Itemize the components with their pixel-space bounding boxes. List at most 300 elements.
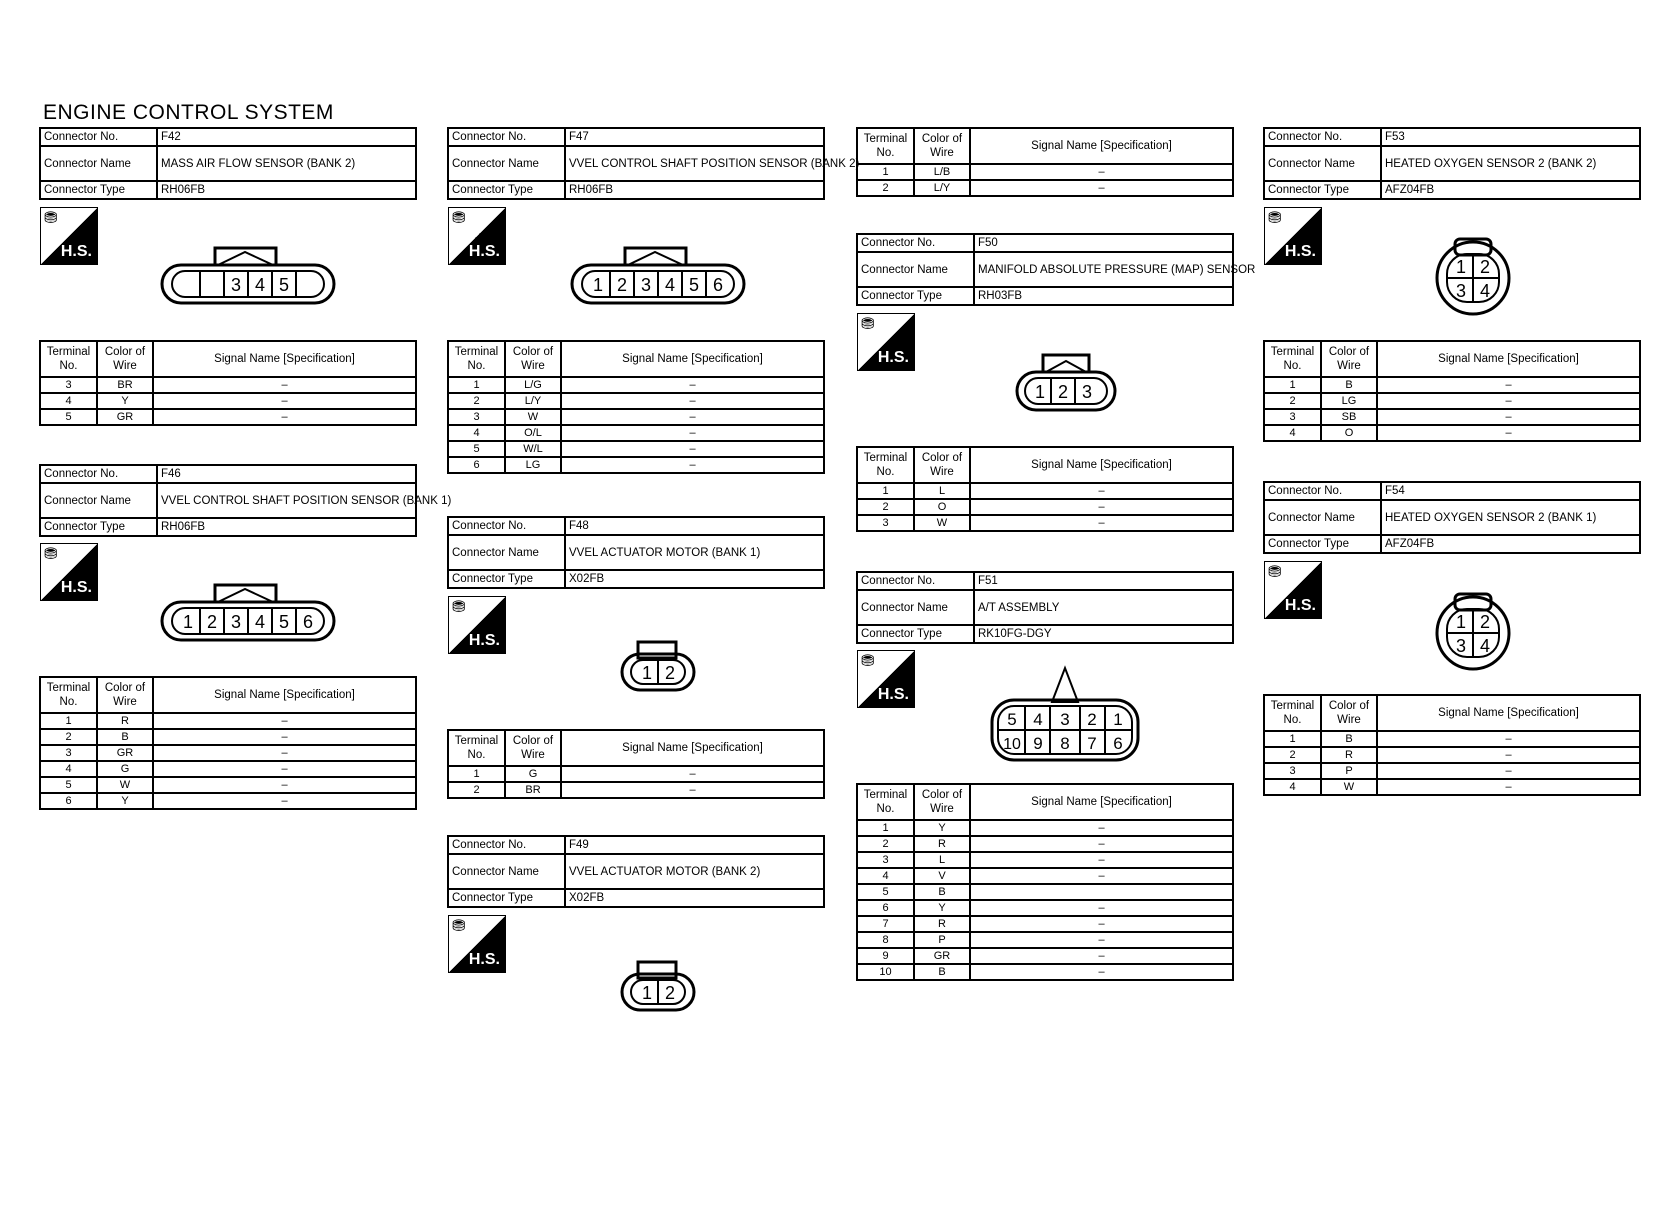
wire-color-cell: W: [505, 409, 561, 425]
table-row: [1264, 763, 1640, 779]
connector-name-value: A/T ASSEMBLY: [974, 590, 1233, 625]
pin-label: 4: [254, 612, 266, 632]
connector-face-f51: [990, 666, 1140, 762]
connector-name-label: Connector Name: [857, 590, 974, 625]
table-row: [40, 729, 416, 745]
connector-type-label: Connector Type: [857, 625, 974, 643]
connector-type-value: AFZ04FB: [1381, 535, 1640, 553]
terminal-no-cell: 2: [1264, 747, 1321, 763]
connector-name-label: Connector Name: [1264, 500, 1381, 535]
table-row: [40, 393, 416, 409]
harness-side-icon: ⛃ H.S.: [1264, 207, 1322, 265]
signal-name-header: Signal Name [Specification]: [970, 447, 1233, 483]
pin-label: 1: [592, 275, 604, 295]
pin-label: 7: [1087, 734, 1097, 753]
wire-color-cell: L: [914, 852, 970, 868]
wire-color-cell: Y: [914, 900, 970, 916]
table-row: [448, 441, 824, 457]
table-row: [1264, 393, 1640, 409]
table-row: [448, 766, 824, 782]
pin-label: 5: [278, 612, 290, 632]
wire-color-cell: G: [97, 761, 153, 777]
harness-side-icon: ⛃ H.S.: [448, 207, 506, 265]
connector-name-value: VVEL ACTUATOR MOTOR (BANK 2): [565, 854, 824, 889]
signal-name-cell: –: [970, 515, 1233, 531]
pin-label: 2: [1479, 612, 1491, 632]
connector-info-table: [39, 464, 452, 537]
harness-side-icon: ⛃ H.S.: [448, 915, 506, 973]
table-row: [857, 884, 1233, 900]
pin-label: 3: [230, 275, 242, 295]
pin-label: 4: [1033, 710, 1043, 729]
connector-type-label: Connector Type: [1264, 535, 1381, 553]
wire-color-cell: B: [1321, 731, 1377, 747]
pin-table: [447, 729, 825, 799]
signal-name-cell: –: [970, 483, 1233, 499]
terminal-no-header: Terminal No.: [1264, 341, 1321, 377]
connector-info-table: [447, 516, 825, 589]
harness-side-icon: ⛃ H.S.: [448, 596, 506, 654]
table-row: [857, 180, 1233, 196]
connector-name-label: Connector Name: [1264, 146, 1381, 181]
wire-color-cell: B: [914, 964, 970, 980]
terminal-no-cell: 8: [857, 932, 914, 948]
pin-label: 9: [1033, 734, 1043, 753]
signal-name-cell: –: [970, 836, 1233, 852]
pin-table: [447, 340, 825, 474]
terminal-no-cell: 10: [857, 964, 914, 980]
connector-type-label: Connector Type: [40, 181, 157, 199]
pin-table-block: [447, 340, 825, 474]
wire-color-cell: L/Y: [914, 180, 970, 196]
table-row: [448, 425, 824, 441]
wire-color-cell: R: [914, 916, 970, 932]
connector-name-label: Connector Name: [857, 252, 974, 287]
terminal-no-cell: 1: [448, 377, 505, 393]
signal-name-cell: –: [153, 713, 416, 729]
table-row: [857, 932, 1233, 948]
table-row: [40, 793, 416, 809]
pin-label: 2: [206, 612, 218, 632]
pin-label: 3: [230, 612, 242, 632]
connector-face-f48: [620, 640, 696, 692]
terminal-no-cell: 1: [857, 820, 914, 836]
connector-name-value: MANIFOLD ABSOLUTE PRESSURE (MAP) SENSOR: [974, 252, 1233, 287]
terminal-no-cell: 2: [857, 836, 914, 852]
connector-no-value: F50: [974, 234, 1233, 252]
pin-table: [1263, 694, 1641, 796]
pin-label: 2: [1479, 257, 1491, 277]
connector-info-table: [447, 127, 860, 200]
connector-type-label: Connector Type: [448, 889, 565, 907]
pin-table-block: [1263, 340, 1641, 442]
pin-label: 4: [1479, 281, 1491, 301]
signal-name-cell: –: [970, 820, 1233, 836]
color-of-wire-header: Color of Wire: [1321, 341, 1377, 377]
pin-label: 2: [1087, 710, 1097, 729]
signal-name-header: Signal Name [Specification]: [153, 677, 416, 713]
connector-name-label: Connector Name: [448, 535, 565, 570]
wire-color-cell: B: [1321, 377, 1377, 393]
pin-label: 2: [664, 663, 676, 683]
terminal-no-header: Terminal No.: [857, 784, 914, 820]
pin-table-block: [856, 783, 1234, 981]
terminal-no-cell: 6: [857, 900, 914, 916]
wire-color-cell: P: [1321, 763, 1377, 779]
signal-name-header: Signal Name [Specification]: [970, 784, 1233, 820]
terminal-no-header: Terminal No.: [448, 341, 505, 377]
connector-face-f53: [1433, 237, 1513, 313]
color-of-wire-header: Color of Wire: [97, 341, 153, 377]
connector-info-block: [1263, 481, 1641, 554]
pin-table: [1263, 340, 1641, 442]
connector-no-value: F46: [157, 465, 416, 483]
terminal-no-header: Terminal No.: [857, 128, 914, 164]
terminal-no-cell: 3: [857, 515, 914, 531]
pin-table-block: [39, 676, 417, 810]
wire-color-cell: L/Y: [505, 393, 561, 409]
wire-color-cell: O/L: [505, 425, 561, 441]
signal-name-cell: –: [561, 409, 824, 425]
color-of-wire-header: Color of Wire: [914, 128, 970, 164]
signal-name-cell: –: [970, 499, 1233, 515]
terminal-no-cell: 2: [448, 393, 505, 409]
pin-table-block: [39, 340, 417, 426]
pin-label: 3: [1455, 281, 1467, 301]
terminal-no-cell: 6: [448, 457, 505, 473]
pin-table: [39, 676, 417, 810]
signal-name-cell: –: [970, 964, 1233, 980]
terminal-no-cell: 2: [448, 782, 505, 798]
connector-name-value: VVEL ACTUATOR MOTOR (BANK 1): [565, 535, 824, 570]
pin-label: 3: [640, 275, 652, 295]
signal-name-cell: –: [970, 900, 1233, 916]
table-row: [857, 964, 1233, 980]
pin-label: 6: [1113, 734, 1123, 753]
pin-table: [39, 340, 417, 426]
pin-label: 3: [1081, 382, 1093, 402]
connector-no-value: F48: [565, 517, 824, 535]
signal-name-cell: –: [561, 377, 824, 393]
table-row: [40, 761, 416, 777]
connector-face-f54: [1433, 592, 1513, 668]
connector-type-label: Connector Type: [857, 287, 974, 305]
terminal-no-header: Terminal No.: [857, 447, 914, 483]
terminal-no-cell: 2: [857, 180, 914, 196]
harness-side-icon: ⛃ H.S.: [1264, 561, 1322, 619]
table-row: [857, 948, 1233, 964]
wire-color-cell: Y: [914, 820, 970, 836]
wire-color-cell: G: [505, 766, 561, 782]
color-of-wire-header: Color of Wire: [914, 447, 970, 483]
table-row: [1264, 731, 1640, 747]
signal-name-cell: –: [153, 761, 416, 777]
terminal-no-header: Terminal No.: [40, 677, 97, 713]
connector-name-value: MASS AIR FLOW SENSOR (BANK 2): [157, 146, 416, 181]
terminal-no-cell: 4: [1264, 425, 1321, 441]
pin-label: 8: [1060, 734, 1070, 753]
table-row: [857, 515, 1233, 531]
wire-color-cell: W: [914, 515, 970, 531]
connector-info-table: [447, 835, 825, 908]
signal-name-cell: –: [970, 852, 1233, 868]
terminal-no-cell: 5: [40, 777, 97, 793]
connector-info-block: [856, 571, 1234, 644]
wire-color-cell: O: [1321, 425, 1377, 441]
table-row: [1264, 779, 1640, 795]
terminal-no-cell: 3: [857, 852, 914, 868]
harness-side-icon: ⛃ H.S.: [40, 543, 98, 601]
connector-type-value: RH03FB: [974, 287, 1233, 305]
signal-name-cell: –: [970, 932, 1233, 948]
signal-name-cell: –: [153, 793, 416, 809]
signal-name-cell: –: [1377, 425, 1640, 441]
signal-name-cell: –: [1377, 377, 1640, 393]
wire-color-cell: W: [97, 777, 153, 793]
signal-name-cell: –: [970, 948, 1233, 964]
connector-no-label: Connector No.: [40, 128, 157, 146]
table-row: [448, 409, 824, 425]
pin-label: 4: [664, 275, 676, 295]
terminal-no-cell: 3: [1264, 763, 1321, 779]
connector-info-table: [1263, 127, 1641, 200]
signal-name-header: Signal Name [Specification]: [153, 341, 416, 377]
connector-info-table: [39, 127, 417, 200]
signal-name-cell: –: [1377, 409, 1640, 425]
table-row: [1264, 425, 1640, 441]
connector-type-label: Connector Type: [448, 181, 565, 199]
signal-name-cell: –: [153, 745, 416, 761]
wire-color-cell: L/G: [505, 377, 561, 393]
signal-name-cell: –: [561, 393, 824, 409]
pin-label: 3: [1455, 636, 1467, 656]
pin-table: [856, 783, 1234, 981]
terminal-no-cell: 3: [1264, 409, 1321, 425]
signal-name-cell: –: [153, 393, 416, 409]
connector-face-f42: [160, 245, 336, 307]
connector-no-value: F49: [565, 836, 824, 854]
connector-info-block: [39, 464, 452, 537]
signal-name-cell: [970, 884, 1233, 900]
wire-color-cell: O: [914, 499, 970, 515]
connector-type-label: Connector Type: [1264, 181, 1381, 199]
wire-color-cell: P: [914, 932, 970, 948]
connector-type-value: RK10FG-DGY: [974, 625, 1233, 643]
terminal-no-cell: 5: [448, 441, 505, 457]
terminal-no-cell: 3: [40, 745, 97, 761]
wire-color-cell: BR: [97, 377, 153, 393]
signal-name-header: Signal Name [Specification]: [1377, 695, 1640, 731]
pin-table-block: [856, 446, 1234, 532]
connector-name-label: Connector Name: [40, 146, 157, 181]
table-row: [857, 164, 1233, 180]
terminal-no-cell: 4: [1264, 779, 1321, 795]
harness-side-icon: ⛃ H.S.: [40, 207, 98, 265]
wire-color-cell: R: [1321, 747, 1377, 763]
pin-label: 2: [664, 983, 676, 1003]
terminal-no-cell: 3: [40, 377, 97, 393]
pin-label: 1: [641, 983, 653, 1003]
table-row: [448, 377, 824, 393]
connector-no-label: Connector No.: [857, 572, 974, 590]
wire-color-cell: Y: [97, 393, 153, 409]
terminal-no-cell: 1: [1264, 731, 1321, 747]
signal-name-cell: –: [1377, 731, 1640, 747]
signal-name-header: Signal Name [Specification]: [1377, 341, 1640, 377]
pin-table: [856, 127, 1234, 197]
connector-info-table: [856, 571, 1234, 644]
terminal-no-cell: 3: [448, 409, 505, 425]
signal-name-cell: –: [1377, 393, 1640, 409]
connector-info-block: [39, 127, 417, 200]
connector-no-label: Connector No.: [448, 517, 565, 535]
connector-info-block: [447, 127, 860, 200]
pin-label: 6: [712, 275, 724, 295]
connector-info-block: [1263, 127, 1641, 200]
connector-name-value: HEATED OXYGEN SENSOR 2 (BANK 2): [1381, 146, 1640, 181]
connector-name-label: Connector Name: [40, 483, 157, 518]
pin-label: 5: [278, 275, 290, 295]
connector-type-label: Connector Type: [448, 570, 565, 588]
pin-label: 1: [1455, 612, 1467, 632]
pin-label: 4: [1479, 636, 1491, 656]
connector-name-value: HEATED OXYGEN SENSOR 2 (BANK 1): [1381, 500, 1640, 535]
connector-no-label: Connector No.: [857, 234, 974, 252]
terminal-no-cell: 1: [857, 483, 914, 499]
signal-name-header: Signal Name [Specification]: [561, 341, 824, 377]
pin-table-block: [1263, 694, 1641, 796]
connector-no-label: Connector No.: [1264, 482, 1381, 500]
connector-face-f47: [570, 245, 746, 307]
signal-name-cell: –: [153, 377, 416, 393]
signal-name-cell: –: [561, 425, 824, 441]
color-of-wire-header: Color of Wire: [97, 677, 153, 713]
connector-info-block: [856, 233, 1256, 306]
connector-no-value: F42: [157, 128, 416, 146]
terminal-no-cell: 9: [857, 948, 914, 964]
table-row: [857, 820, 1233, 836]
pin-label: 3: [1060, 710, 1070, 729]
connector-no-label: Connector No.: [1264, 128, 1381, 146]
wire-color-cell: SB: [1321, 409, 1377, 425]
wire-color-cell: LG: [505, 457, 561, 473]
connector-info-block: [447, 835, 825, 908]
color-of-wire-header: Color of Wire: [1321, 695, 1377, 731]
signal-name-cell: –: [561, 766, 824, 782]
terminal-no-cell: 7: [857, 916, 914, 932]
pin-label: 5: [688, 275, 700, 295]
connector-no-value: F53: [1381, 128, 1640, 146]
signal-name-cell: –: [970, 916, 1233, 932]
terminal-no-header: Terminal No.: [448, 730, 505, 766]
pin-label: 6: [302, 612, 314, 632]
connector-name-value: VVEL CONTROL SHAFT POSITION SENSOR (BANK 2): [565, 146, 824, 181]
pin-label: 1: [1113, 710, 1123, 729]
terminal-no-cell: 5: [857, 884, 914, 900]
signal-name-cell: –: [153, 777, 416, 793]
signal-name-cell: –: [1377, 779, 1640, 795]
connector-no-value: F54: [1381, 482, 1640, 500]
terminal-no-cell: 2: [857, 499, 914, 515]
connector-no-value: F51: [974, 572, 1233, 590]
signal-name-cell: –: [970, 868, 1233, 884]
pin-table-block: [447, 729, 825, 799]
wire-color-cell: W/L: [505, 441, 561, 457]
connector-face-f50: [1015, 352, 1117, 414]
table-row: [857, 868, 1233, 884]
terminal-no-cell: 1: [857, 164, 914, 180]
table-row: [1264, 409, 1640, 425]
harness-side-icon: ⛃ H.S.: [857, 650, 915, 708]
pin-label: 4: [254, 275, 266, 295]
pin-label: 1: [641, 663, 653, 683]
connector-type-value: X02FB: [565, 570, 824, 588]
color-of-wire-header: Color of Wire: [505, 341, 561, 377]
signal-name-cell: –: [970, 180, 1233, 196]
signal-name-cell: –: [561, 441, 824, 457]
connector-info-table: [856, 233, 1256, 306]
connector-info-table: [1263, 481, 1641, 554]
table-row: [40, 377, 416, 393]
wire-color-cell: R: [914, 836, 970, 852]
wire-color-cell: B: [914, 884, 970, 900]
signal-name-cell: –: [970, 164, 1233, 180]
table-row: [40, 777, 416, 793]
terminal-no-cell: 4: [40, 393, 97, 409]
terminal-no-header: Terminal No.: [1264, 695, 1321, 731]
signal-name-cell: –: [1377, 763, 1640, 779]
wire-color-cell: GR: [97, 745, 153, 761]
color-of-wire-header: Color of Wire: [505, 730, 561, 766]
connector-name-label: Connector Name: [448, 146, 565, 181]
table-row: [857, 499, 1233, 515]
table-row: [40, 745, 416, 761]
signal-name-cell: –: [1377, 747, 1640, 763]
signal-name-cell: –: [153, 409, 416, 425]
signal-name-header: Signal Name [Specification]: [561, 730, 824, 766]
wire-color-cell: L: [914, 483, 970, 499]
connector-type-value: AFZ04FB: [1381, 181, 1640, 199]
table-row: [857, 852, 1233, 868]
color-of-wire-header: Color of Wire: [914, 784, 970, 820]
wire-color-cell: GR: [97, 409, 153, 425]
connector-face-f46: [160, 582, 336, 644]
connector-no-value: F47: [565, 128, 824, 146]
pin-table-block: [856, 127, 1234, 197]
pin-label: 1: [1034, 382, 1046, 402]
table-row: [857, 900, 1233, 916]
terminal-no-cell: 4: [448, 425, 505, 441]
connector-type-value: RH06FB: [157, 518, 416, 536]
terminal-no-cell: 1: [40, 713, 97, 729]
harness-side-icon: ⛃ H.S.: [857, 313, 915, 371]
wire-color-cell: R: [97, 713, 153, 729]
signal-name-header: Signal Name [Specification]: [970, 128, 1233, 164]
table-row: [857, 483, 1233, 499]
terminal-no-cell: 5: [40, 409, 97, 425]
table-row: [857, 836, 1233, 852]
terminal-no-cell: 2: [1264, 393, 1321, 409]
table-row: [448, 457, 824, 473]
table-row: [40, 713, 416, 729]
pin-label: 5: [1007, 710, 1017, 729]
wire-color-cell: L/B: [914, 164, 970, 180]
table-row: [448, 782, 824, 798]
terminal-no-cell: 1: [448, 766, 505, 782]
connector-no-label: Connector No.: [40, 465, 157, 483]
signal-name-cell: –: [153, 729, 416, 745]
table-row: [448, 393, 824, 409]
